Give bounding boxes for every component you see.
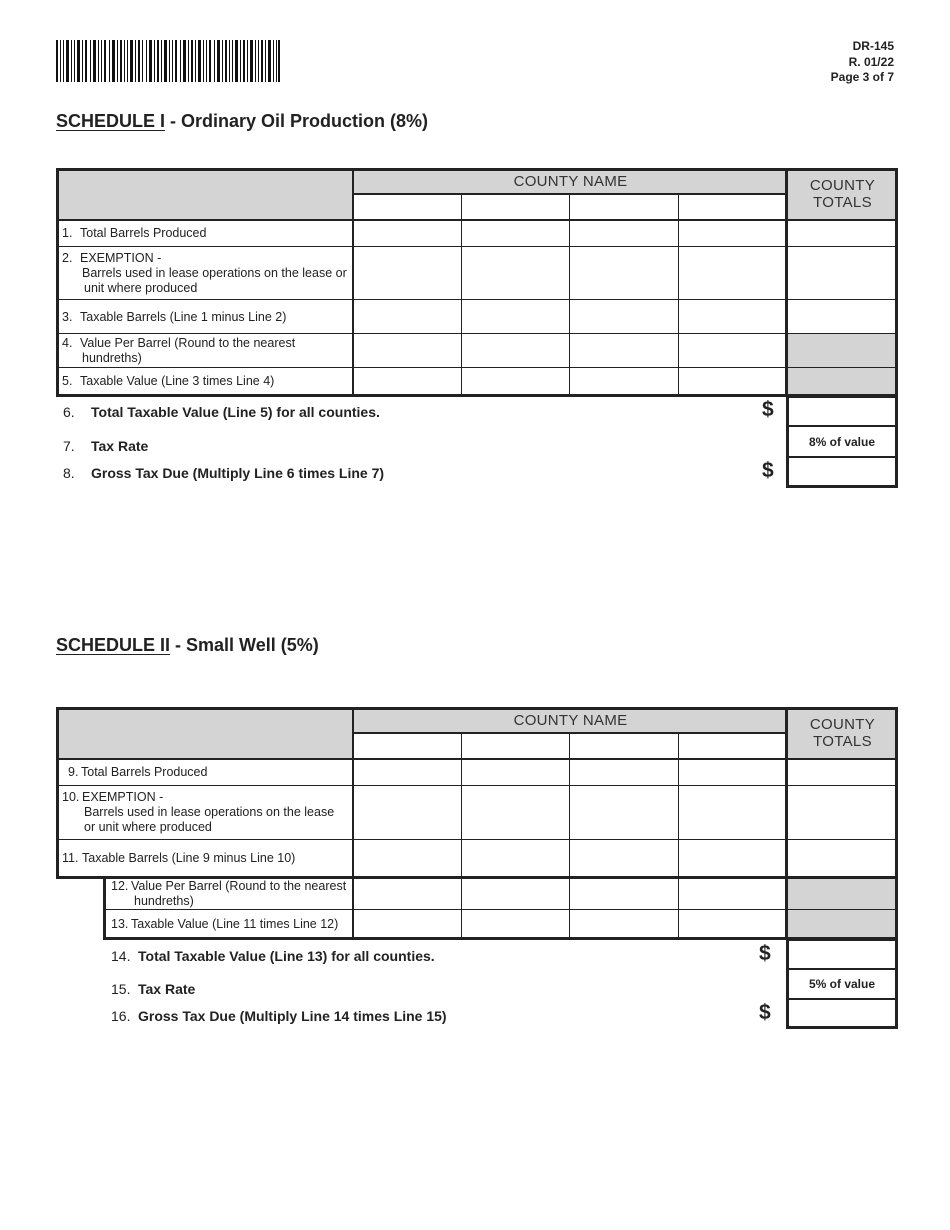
- schedule-1-row-2-label: [56, 247, 354, 300]
- schedule-1-title-rest: - Ordinary Oil Production (8%): [165, 111, 429, 131]
- line-text: Tax Rate: [138, 981, 196, 997]
- line-6-label: [63, 404, 380, 420]
- schedule-1-row-5-label: [56, 368, 354, 395]
- line-number: 7.: [63, 438, 75, 454]
- schedule-1-title: [56, 111, 428, 132]
- line-16-label: [111, 1008, 447, 1024]
- row-number: 11.: [62, 850, 79, 865]
- grid-line: [103, 876, 106, 940]
- row-text: Total Barrels Produced: [81, 765, 208, 779]
- grid-line: [895, 168, 898, 397]
- line-16-gross-tax-input[interactable]: [786, 998, 898, 1029]
- grid-line: [785, 707, 788, 940]
- row-text: Taxable Barrels (Line 1 minus Line 2): [80, 309, 287, 324]
- line-text: Total Taxable Value (Line 5) for all counties.: [91, 404, 380, 420]
- schedule-2-county-name-3-input[interactable]: [570, 733, 679, 759]
- line-8-label: [63, 465, 384, 481]
- grid-line: [56, 219, 898, 221]
- row-text: Taxable Value (Line 3 times Line 4): [80, 374, 275, 388]
- schedule-2-title-rest: - Small Well (5%): [170, 635, 319, 655]
- schedule-2-county-name-header: COUNTY NAME: [354, 707, 787, 733]
- schedule-2-title: [56, 635, 319, 656]
- line-7-label: [63, 438, 148, 454]
- row-number: 4.: [62, 336, 73, 350]
- schedule-1-title-underlined: SCHEDULE I: [56, 111, 166, 131]
- grid-line: [56, 168, 59, 397]
- grid-line: [56, 246, 898, 247]
- page-number: Page 3 of 7: [830, 70, 894, 84]
- line-text: Gross Tax Due (Multiply Line 14 times Line 15): [138, 1008, 447, 1024]
- grid-line: [103, 937, 898, 940]
- grid-line: [56, 367, 898, 368]
- schedule-2-county-name-4-input[interactable]: [679, 733, 787, 759]
- row-text: Value Per Barrel (Round to the nearest: [80, 336, 296, 350]
- grid-line: [56, 876, 898, 879]
- row-number: 9.: [68, 765, 79, 779]
- schedule-1-totals-shaded: [787, 334, 898, 397]
- row-number: 3.: [62, 309, 73, 324]
- row-subtext-2: unit where produced: [84, 281, 198, 295]
- schedule-2-row-9-label: [56, 759, 354, 786]
- schedule-2-county-totals-header: [787, 707, 898, 759]
- grid-line: [461, 733, 462, 938]
- schedule-1-county-name-4-input[interactable]: [679, 194, 787, 220]
- line-text: Gross Tax Due (Multiply Line 6 times Line 7): [91, 465, 385, 481]
- row-number: 1.: [62, 226, 73, 240]
- line-text: Total Taxable Value (Line 13) for all counties.: [138, 948, 435, 964]
- row-number: 2.: [62, 251, 73, 265]
- line-8-dollar-sign: $: [762, 459, 774, 482]
- line-16-dollar-sign: $: [759, 1001, 771, 1024]
- grid-line: [461, 194, 462, 395]
- row-number: 13.: [111, 916, 129, 931]
- row-text: Value Per Barrel (Round to the nearest: [131, 878, 347, 893]
- row-subtext: hundreths): [82, 351, 142, 365]
- row-number: 12.: [111, 878, 129, 893]
- county-totals-line2: TOTALS: [813, 194, 872, 211]
- grid-line: [678, 733, 679, 938]
- grid-line: [103, 909, 898, 910]
- schedule-2-row-10-label: [56, 786, 354, 839]
- row-number: 5.: [62, 374, 73, 388]
- county-totals-line1: COUNTY: [809, 177, 876, 194]
- line-14-total-input[interactable]: [786, 938, 898, 970]
- form-number: DR-145: [852, 39, 894, 53]
- row-text: Total Barrels Produced: [80, 226, 207, 240]
- schedule-1-row-1-label: [56, 220, 354, 247]
- grid-line: [56, 394, 898, 397]
- line-number: 15.: [111, 981, 131, 997]
- line-number: 6.: [63, 404, 75, 420]
- county-totals-line1: COUNTY: [809, 716, 876, 733]
- schedule-2-row-12-label: [105, 878, 354, 909]
- schedule-2-row-13-label: [105, 910, 354, 938]
- line-number: 16.: [111, 1008, 131, 1024]
- form-identifier: [831, 39, 894, 86]
- grid-line: [352, 168, 354, 397]
- schedule-2-table: [56, 707, 898, 940]
- schedule-1-table: [56, 168, 898, 397]
- schedule-1-county-name-header: COUNTY NAME: [354, 168, 787, 194]
- line-7-tax-rate: 8% of value: [786, 426, 898, 457]
- grid-line: [56, 299, 898, 300]
- schedule-1-county-name-3-input[interactable]: [570, 194, 679, 220]
- schedule-2-county-name-1-input[interactable]: [354, 733, 462, 759]
- schedule-2-county-totals-inputs[interactable]: [787, 759, 898, 877]
- schedule-1-header-blank: [56, 168, 354, 220]
- line-14-label: [111, 948, 435, 964]
- schedule-1-county-name-2-input[interactable]: [462, 194, 570, 220]
- schedule-1-row-4-label: [56, 334, 354, 368]
- row-subtext: Barrels used in lease operations on the lease or: [82, 266, 347, 280]
- line-number: 14.: [111, 948, 131, 964]
- line-15-label: [111, 981, 195, 997]
- row-number: 10.: [62, 790, 80, 804]
- grid-line: [352, 707, 354, 940]
- grid-line: [56, 168, 898, 171]
- line-number: 8.: [63, 465, 75, 481]
- line-text: Tax Rate: [91, 438, 149, 454]
- county-totals-line2: TOTALS: [813, 733, 872, 750]
- grid-line: [569, 733, 570, 938]
- grid-line: [56, 707, 898, 710]
- form-revision: R. 01/22: [848, 54, 894, 69]
- grid-line: [785, 168, 788, 397]
- schedule-1-county-totals-inputs[interactable]: [787, 220, 898, 334]
- grid-line: [56, 785, 898, 786]
- schedule-1-county-name-1-input[interactable]: [354, 194, 462, 220]
- row-text: EXEMPTION -: [82, 790, 164, 804]
- grid-line: [895, 707, 898, 940]
- line-8-gross-tax-input[interactable]: [786, 456, 898, 488]
- schedule-2-title-underlined: SCHEDULE II: [56, 635, 171, 655]
- row-subtext: Barrels used in lease operations on the lease: [84, 805, 335, 819]
- grid-line: [56, 758, 898, 760]
- grid-line: [56, 839, 898, 840]
- row-text: EXEMPTION -: [80, 251, 162, 265]
- row-subtext: hundreths): [134, 893, 194, 908]
- grid-line: [569, 194, 570, 395]
- schedule-2-row-11-label: [56, 840, 354, 876]
- line-14-dollar-sign: $: [759, 942, 771, 965]
- grid-line: [56, 333, 898, 334]
- line-6-total-input[interactable]: [786, 395, 898, 427]
- line-15-tax-rate: 5% of value: [786, 969, 898, 999]
- line-6-dollar-sign: $: [762, 398, 774, 421]
- grid-line: [678, 194, 679, 395]
- schedule-1-row-3-label: [56, 300, 354, 334]
- row-text: Taxable Value (Line 11 times Line 12): [131, 916, 339, 931]
- schedule-2-header-blank: [56, 707, 354, 759]
- schedule-1-county-totals-header: [787, 168, 898, 220]
- barcode: [56, 40, 280, 82]
- row-text: Taxable Barrels (Line 9 minus Line 10): [82, 850, 296, 865]
- row-subtext-2: or unit where produced: [84, 820, 212, 834]
- grid-line: [56, 707, 59, 878]
- schedule-2-county-name-2-input[interactable]: [462, 733, 570, 759]
